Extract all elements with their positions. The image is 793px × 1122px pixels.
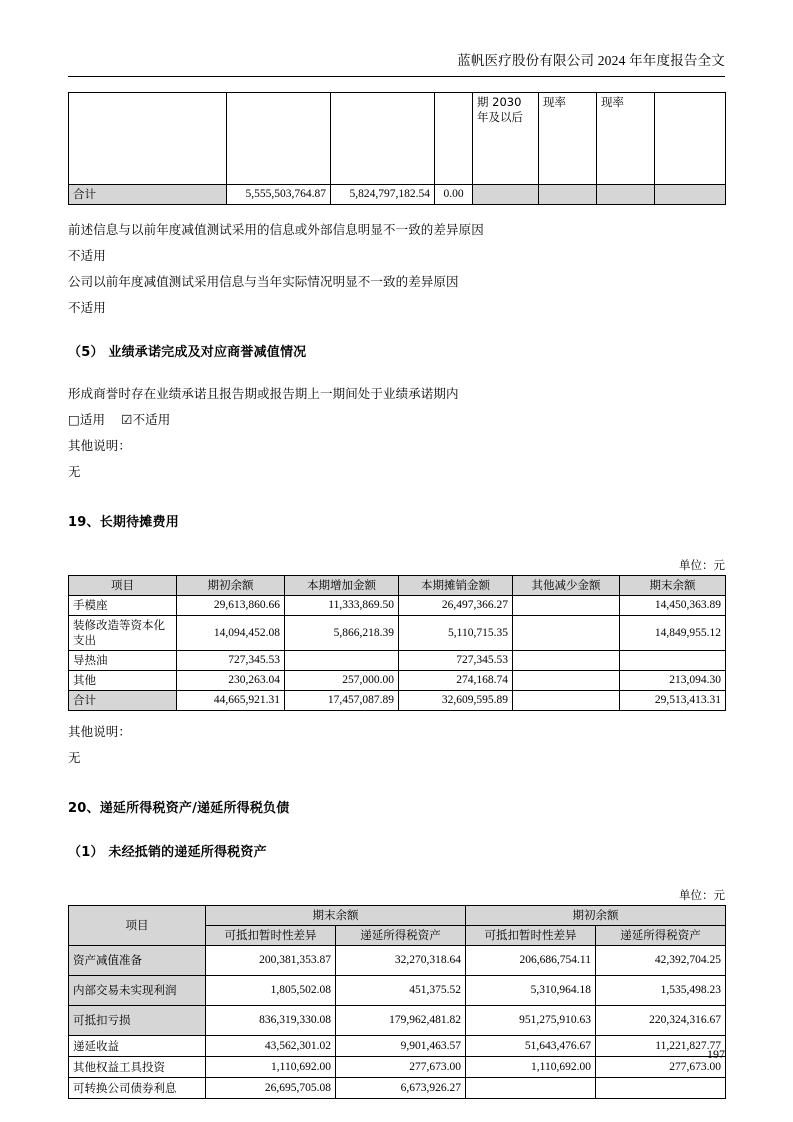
total-label: 合计	[69, 185, 227, 205]
row-label: 内部交易未实现利润	[69, 976, 206, 1006]
section-5-options	[68, 407, 725, 433]
col-header-other-decrease: 其他减少金额	[513, 576, 620, 596]
page-number: 197	[707, 1047, 725, 1061]
section-5-heading: （5） 业绩承诺完成及对应商誉减值情况	[68, 345, 307, 360]
spacer	[68, 485, 725, 511]
table-row	[69, 946, 726, 976]
cell-closing	[620, 651, 726, 671]
row-label: 其他权益工具投资	[69, 1057, 206, 1078]
col-header-increase: 本期增加金额	[285, 576, 399, 596]
table-row	[69, 616, 726, 651]
cell-closing-asset: 451,375.52	[336, 976, 466, 1006]
cell-closing: 14,849,955.12	[620, 616, 726, 651]
cell-opening-asset	[596, 1078, 726, 1099]
checkbox-checked-not-applicable[interactable]: ☑不适用	[121, 412, 171, 427]
cell-closing-asset: 32,270,318.64	[336, 946, 466, 976]
cell-closing-deductible: 1,805,502.08	[206, 976, 336, 1006]
section-19-other-note-label: 其他说明：	[68, 724, 132, 739]
note-line-3: 公司以前年度减值测试采用信息与当年实际情况明显不一致的差异原因	[68, 274, 459, 289]
page-content	[68, 92, 725, 1099]
row-label: 可转换公司债券利息	[69, 1078, 206, 1099]
cell-amortization: 727,345.53	[399, 651, 513, 671]
cell-increase: 5,866,218.39	[285, 616, 399, 651]
spacer	[68, 321, 725, 341]
cell-opening-deductible	[466, 1078, 596, 1099]
cell-other-decrease	[513, 616, 620, 651]
col-header-amortization: 本期摊销金额	[399, 576, 513, 596]
row-label: 递延收益	[69, 1036, 206, 1057]
cell-closing-deductible: 1,110,692.00	[206, 1057, 336, 1078]
total-amortization: 32,609,595.89	[399, 691, 513, 711]
header-cell-rate-2: 现率	[597, 93, 655, 185]
spacer	[68, 205, 725, 217]
spacer	[68, 865, 725, 885]
section-5-other-note-label: 其他说明：	[68, 438, 132, 453]
row-label: 导热油	[69, 651, 177, 671]
cell-opening-asset: 11,221,827.77	[596, 1036, 726, 1057]
header-cell-period-2030: 期 2030 年及以后	[473, 93, 539, 185]
row-label: 可抵扣亏损	[69, 1006, 206, 1036]
cell-opening-asset: 277,673.00	[596, 1057, 726, 1078]
table-row	[69, 976, 726, 1006]
table-row	[69, 596, 726, 616]
cell-increase	[285, 651, 399, 671]
col-header-item: 项目	[69, 906, 206, 946]
col-header-closing: 期末余额	[620, 576, 726, 596]
header-cell-8	[655, 93, 726, 185]
col-header-group-opening: 期初余额	[466, 906, 726, 926]
row-label: 其他	[69, 671, 177, 691]
table-row	[69, 651, 726, 671]
section-20-unit-label: 单位：元	[679, 888, 725, 902]
cell-other-decrease	[513, 596, 620, 616]
cell-closing-asset: 179,962,481.82	[336, 1006, 466, 1036]
cell-opening: 14,094,452.08	[177, 616, 285, 651]
table-row	[69, 1078, 726, 1099]
goodwill-continued-table	[68, 92, 726, 205]
total-closing: 29,513,413.31	[620, 691, 726, 711]
header-cell-3	[331, 93, 435, 185]
cell-closing-deductible: 200,381,353.87	[206, 946, 336, 976]
table-row-header	[69, 93, 726, 185]
spacer	[68, 771, 725, 797]
spacer	[68, 365, 725, 381]
note-line-4: 不适用	[68, 300, 106, 315]
table-row-total	[69, 185, 726, 205]
cell-amortization: 26,497,366.27	[399, 596, 513, 616]
header-cell-2	[227, 93, 331, 185]
section-19-unit-label: 单位：元	[679, 558, 725, 572]
section-5-other-note-value: 无	[68, 464, 81, 479]
long-term-deferred-expenses-table	[68, 575, 726, 711]
cell-amortization: 5,110,715.35	[399, 616, 513, 651]
table-row	[69, 1036, 726, 1057]
cell-closing-deductible: 26,695,705.08	[206, 1078, 336, 1099]
checkbox-unchecked-applicable[interactable]: □适用	[68, 412, 106, 427]
cell-closing-deductible: 836,319,330.08	[206, 1006, 336, 1036]
section-5-statement: 形成商誉时存在业绩承诺且报告期或报告期上一期间处于业绩承诺期内	[68, 386, 459, 401]
section-20-heading: 20、递延所得税资产/递延所得税负债	[68, 801, 290, 816]
col-header-opening: 期初余额	[177, 576, 285, 596]
total-label: 合计	[69, 691, 177, 711]
total-other-decrease	[513, 691, 620, 711]
cell-opening-asset: 220,324,316.67	[596, 1006, 726, 1036]
table-header-row	[69, 576, 726, 596]
total-value-6	[597, 185, 655, 205]
table-header-row-group	[69, 906, 726, 926]
total-value-4	[473, 185, 539, 205]
cell-closing: 213,094.30	[620, 671, 726, 691]
cell-amortization: 274,168.74	[399, 671, 513, 691]
section-19-heading: 19、长期待摊费用	[68, 515, 179, 530]
total-increase: 17,457,087.89	[285, 691, 399, 711]
cell-closing-deductible: 43,562,301.02	[206, 1036, 336, 1057]
header-divider	[68, 76, 725, 77]
col-header-opening-deductible: 可抵扣暂时性差异	[466, 926, 596, 946]
running-header: 蓝帆医疗股份有限公司 2024 年年度报告全文	[457, 53, 725, 68]
cell-other-decrease	[513, 671, 620, 691]
table-row-total	[69, 691, 726, 711]
spacer	[68, 711, 725, 719]
cell-closing: 14,450,363.89	[620, 596, 726, 616]
table-row	[69, 1006, 726, 1036]
table-row	[69, 1057, 726, 1078]
total-value-1: 5,555,503,764.87	[227, 185, 331, 205]
cell-opening: 727,345.53	[177, 651, 285, 671]
header-cell-4	[435, 93, 473, 185]
spacer	[68, 821, 725, 841]
col-header-closing-asset: 递延所得税资产	[336, 926, 466, 946]
total-value-5	[539, 185, 597, 205]
col-header-opening-asset: 递延所得税资产	[596, 926, 726, 946]
cell-opening: 230,263.04	[177, 671, 285, 691]
header-cell-1	[69, 93, 227, 185]
section-19-other-note-value: 无	[68, 750, 81, 765]
cell-increase: 257,000.00	[285, 671, 399, 691]
note-line-2: 不适用	[68, 248, 106, 263]
deferred-tax-assets-table	[68, 905, 726, 1099]
cell-closing-asset: 277,673.00	[336, 1057, 466, 1078]
cell-closing-asset: 9,901,463.57	[336, 1036, 466, 1057]
cell-opening-deductible: 51,643,476.67	[466, 1036, 596, 1057]
cell-opening-deductible: 5,310,964.18	[466, 976, 596, 1006]
section-20-sub-heading: （1） 未经抵销的递延所得税资产	[68, 845, 267, 860]
header-cell-rate-1: 现率	[539, 93, 597, 185]
cell-increase: 11,333,869.50	[285, 596, 399, 616]
row-label: 资产减值准备	[69, 946, 206, 976]
col-header-group-closing: 期末余额	[206, 906, 466, 926]
table-row	[69, 671, 726, 691]
cell-opening: 29,613,860.66	[177, 596, 285, 616]
total-value-2: 5,824,797,182.54	[331, 185, 435, 205]
cell-opening-asset: 1,535,498.23	[596, 976, 726, 1006]
spacer	[68, 535, 725, 555]
col-header-item: 项目	[69, 576, 177, 596]
cell-opening-deductible: 951,275,910.63	[466, 1006, 596, 1036]
cell-closing-asset: 6,673,926.27	[336, 1078, 466, 1099]
row-label: 装修改造等资本化支出	[69, 616, 177, 651]
row-label: 手模座	[69, 596, 177, 616]
cell-opening-deductible: 206,686,754.11	[466, 946, 596, 976]
note-line-1: 前述信息与以前年度减值测试采用的信息或外部信息明显不一致的差异原因	[68, 222, 484, 237]
cell-opening-asset: 42,392,704.25	[596, 946, 726, 976]
total-value-3: 0.00	[435, 185, 473, 205]
cell-other-decrease	[513, 651, 620, 671]
total-opening: 44,665,921.31	[177, 691, 285, 711]
total-value-7	[655, 185, 726, 205]
cell-opening-deductible: 1,110,692.00	[466, 1057, 596, 1078]
col-header-closing-deductible: 可抵扣暂时性差异	[206, 926, 336, 946]
